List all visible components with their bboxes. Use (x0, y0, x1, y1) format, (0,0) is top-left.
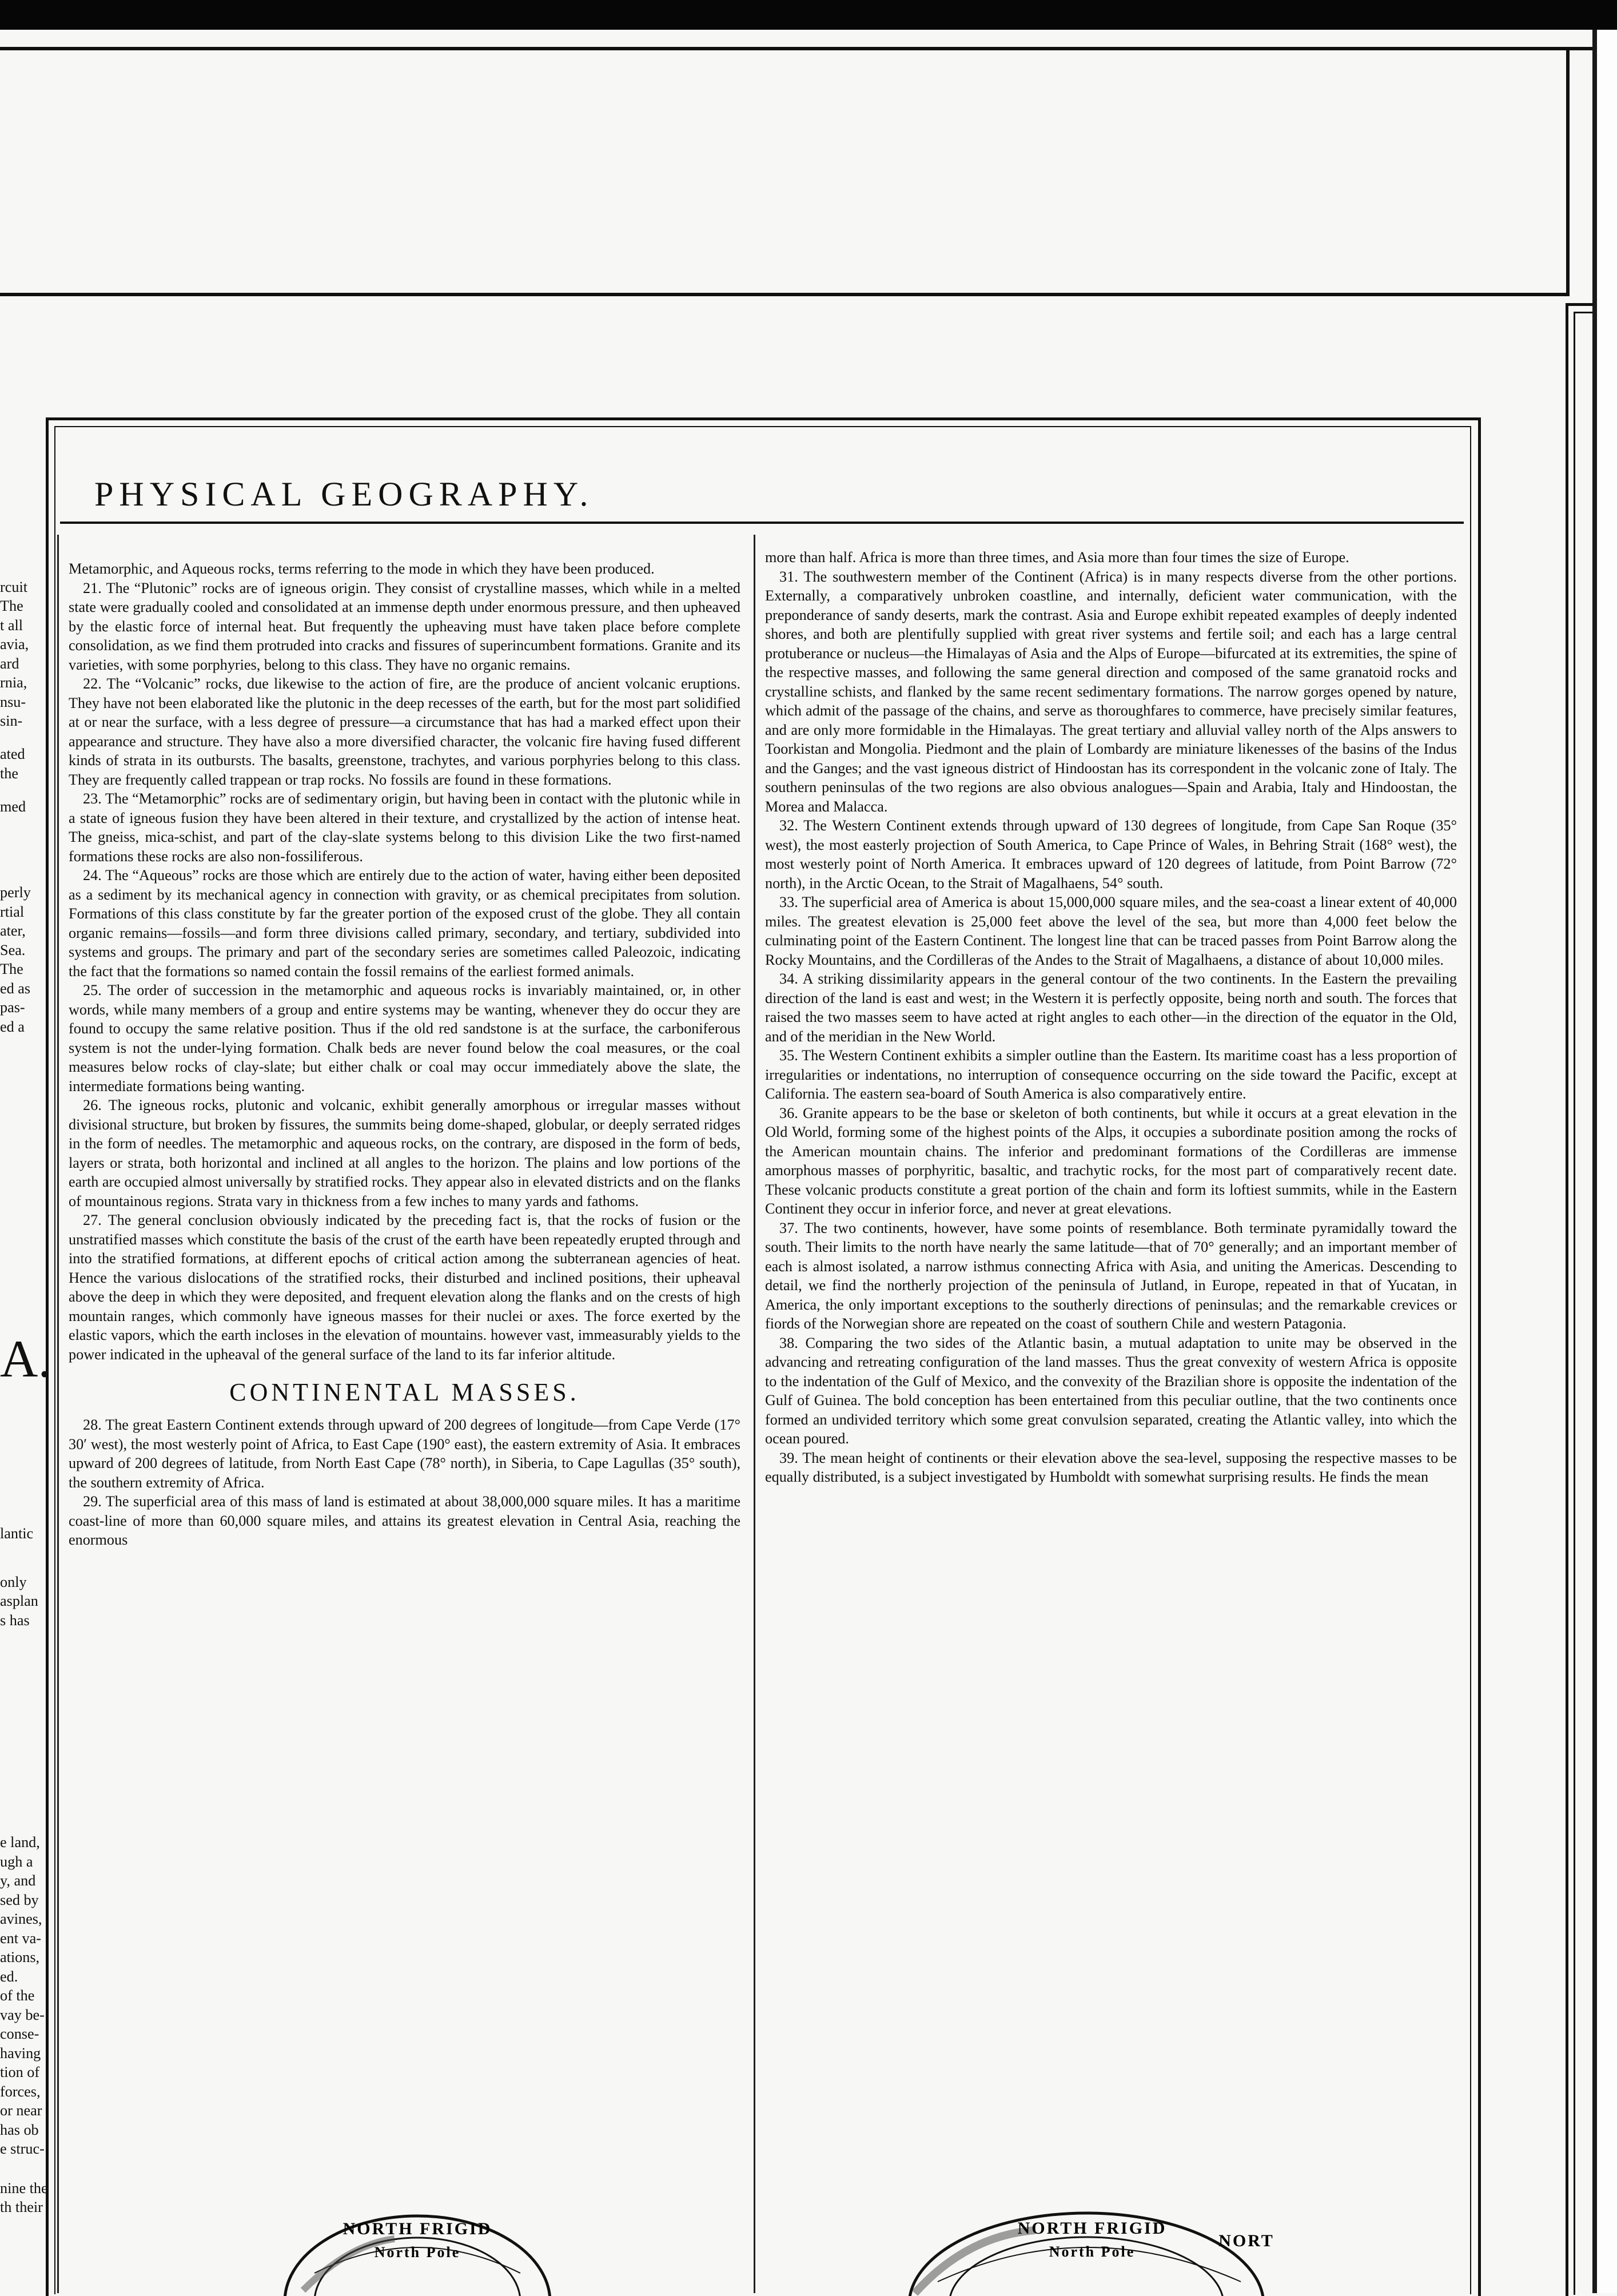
left-fragment-line: of the (0, 1987, 35, 2004)
paragraph: 39. The mean height of continents or their elevation above the sea-level, supposing the respective masses to be equally distributed, is a subject investigated by Humboldt with somewhat surprising results. He finds the mean (765, 1449, 1457, 1485)
left-fragment-line: The (0, 598, 23, 614)
left-fragment-line: rnia, (0, 674, 27, 691)
left-fragment-line: ard (0, 655, 19, 672)
paragraph: 35. The Western Continent exhibits a simpler outline than the Eastern. Its maritime coast has a less proportion of irregularities or indentations, no interruption of consequence occurring on the side toward the Pacific, except at California. The eastern sea-board of South America is also comparatively entire. (765, 1047, 1457, 1102)
left-fragment-line: nsu- (0, 694, 26, 710)
left-fragment-line: ed as (0, 980, 31, 997)
left-column-rule (57, 535, 59, 2293)
left-fragment-line: nine the (0, 2180, 48, 2196)
left-fragment-line: only (0, 1574, 27, 1590)
paragraph: 38. Comparing the two sides of the Atlantic basin, a mutual adaptation to unite may be observed in the advancing and retreating configuration of the land masses. Thus the great convexity of western Africa is opposite to the indentation of the Gulf of Mexico, and the convexity of the Brazilian shore is opposite the indentation of the Gulf of Guinea. The bold conception has been entertained from this peculiar outline, that the two continents once formed an undivided territory which some great convulsion separated, creating the Atlantic valley, into which the ocean poured. (765, 1334, 1457, 1447)
paragraph: 23. The “Metamorphic” rocks are of sedimentary origin, but having been in contact with the plutonic while in a state of igneous fusion they have been altered in their texture, and crystallized by the action of intense heat. The gneiss, mica-schist, and part of the clay-slate systems belong to this division Like the two first-named formations these rocks are also non-fossiliferous. (69, 790, 740, 865)
paragraph: 36. Granite appears to be the base or skeleton of both continents, but while it occurs at a great elevation in the Old World, forming some of the highest points of the Alps, it occupies a subordinate position among the rocks of the American mountain chains. The inferior and predominant formations of the Cordilleras are immense amorphous masses of porphyritic, basaltic, and trachytic rocks, for the most part of comparatively recent date. These volcanic products constitute a great portion of the chain and form its loftiest summits, while in the Eastern Continent they occur in inferior force, and never at great elevations. (765, 1104, 1457, 1217)
paragraph: 33. The superficial area of America is about 15,000,000 square miles, and the sea-coast a linear extent of 40,000 miles. The greatest elevation is 25,000 feet above the level of the sea, but more than 4,000 feet below the culminating point of the Eastern Continent. The longest line that can be traced passes from Point Barrow along the Rocky Mountains, and the Cordilleras of the Andes to the Strait of Magalhaens, a distance of about 10,000 miles. (765, 894, 1457, 968)
left-fragment-line: pas- (0, 999, 25, 1016)
left-fragment-line: th their (0, 2199, 43, 2215)
left-fragment-line: s has (0, 1612, 30, 1629)
left-fragment-line: vay be- (0, 2007, 45, 2023)
left-fragment-line: ater, (0, 922, 26, 939)
left-fragment-line: lantic (0, 1525, 34, 1542)
paragraph: 24. The “Aqueous” rocks are those which are entirely due to the action of water, having either been deposited as a sediment by its mechanical agency in connection with gravity, or as chemical precipitates from solution. Formations of this class constitute by far the greater portion of the exposed crust of the globe. They all contain organic remains—fossils—and form three divisions called primary, secondary, and tertiary, subdivided into systems and groups. The primary and part of the secondary series are sometimes called Paleozoic, indicating the fact that the formations so named contain the fossil remains of the earliest formed animals. (69, 867, 740, 980)
paragraph: 37. The two continents, however, have some points of resemblance. Both terminate pyramidally toward the south. Their limits to the north have nearly the same latitude—that of 70° generally; and an important member of each is almost isolated, a narrow isthmus connecting Africa with Asia, and uniting the Americas. Descending to detail, we find the northerly projection of the peninsula of Jutland, in Europe, repeated in that of Yucatan, in America, the only important exceptions to the southerly directions of peninsulas; and the remarkable crevices or fiords of the Norwegian shore are repeated on the coast of southern Chile and western Patagonia. (765, 1219, 1457, 1332)
left-page-heading-fragment: A. (0, 1330, 51, 1388)
paragraph: Metamorphic, and Aqueous rocks, terms referring to the mode in which they have been produced. (69, 560, 655, 577)
left-fragment-line: ugh a (0, 1853, 33, 1870)
left-fragment-line: e struc- (0, 2140, 45, 2157)
left-fragment-line: the (0, 765, 18, 782)
page-title: PHYSICAL GEOGRAPHY. (94, 475, 594, 513)
left-fragment-line: med (0, 798, 26, 815)
text-column-1 (69, 559, 740, 1550)
left-fragment-line: Sea. (0, 942, 26, 958)
left-fragment-line: ed. (0, 1968, 18, 1985)
left-fragment-line: The (0, 961, 23, 977)
section-heading: CONTINENTAL MASSES. (229, 1378, 580, 1406)
left-fragment-line: tion of (0, 2064, 40, 2080)
left-fragment-line: avia, (0, 636, 29, 652)
paragraph: 29. The superficial area of this mass of land is estimated at about 38,000,000 square miles. It has a maritime coast-line of more than 60,000 square miles, and attains its greatest elevation in Central Asia, reaching the enormous (69, 1493, 740, 1548)
left-fragment-line: e land, (0, 1834, 40, 1851)
paragraph: 21. The “Plutonic” rocks are of igneous origin. They consist of crystalline masses, which while in a melted state were gradually cooled and consolidated at an immense depth under enormous pressure, and then upheaved by the elastic force of internal heat. But frequently the upheaving must have taken place before complete consolidation, as we find them protruded into cracks and fissures of superincumbent formations. Granite and its varieties, with some porphyries, belong to this class. They have no organic remains. (69, 579, 740, 673)
globe-pole-label: North Pole (374, 2244, 461, 2261)
globe-band-label: NORTH FRIGID (1017, 2219, 1167, 2238)
left-fragment-line: or near (0, 2102, 42, 2119)
globe-illustration-right (903, 2202, 1304, 2296)
left-fragment-line: sin- (0, 713, 23, 729)
text-column-2 (765, 548, 1457, 1487)
paragraph: more than half. Africa is more than three times, and Asia more than four times the size of Europe. (765, 549, 1349, 566)
left-fragment-line: y, and (0, 1872, 36, 1889)
left-fragment-line: ent va- (0, 1930, 41, 1947)
left-fragment-line: t all (0, 617, 23, 634)
paragraph: 28. The great Eastern Continent extends through upward of 200 degrees of longitude—from Cape Verde (17° 30′ west), the most westerly point of Africa, to East Cape (190° east), the eastern extremity of Asia. It embraces upward of 200 degrees of latitude, from North East Cape (78° north), in Siberia, to Cape Lagullas (35° south), the southern extremity of Africa. (69, 1416, 740, 1491)
paragraph: 31. The southwestern member of the Continent (Africa) is in many respects diverse from the other portions. Externally, a comparatively unbroken coastline, and internally, deficient water communication, with the preponderance of sandy deserts, mark the contrast. Asia and Europe exhibit repeated examples of deeply indented shores, and both are plentifully supplied with great river systems and fertile soil; and each has a large central protuberance or nucleus—the Himalayas of Asia and the Alps of Europe—bifurcated at its extremities, the spine of the respective masses, and following the same general direction and composed of the same granatoid rocks and crystalline schists, and flanked by the same recent sedimentary formations. The narrow gorges opened by nature, which admit of the passage of the chains, and serve as thoroughfares to commerce, have precisely similar features, and are only more formidable in the Himalayas. The great tertiary and alluvial valley north of the Alps answers to Toorkistan and Mongolia. Piedmont and the plain of Lombardy are miniature likenesses of the basins of the Indus and the Ganges; and the vast igneous district of Hindoostan has its correspondent in the volcanic zone of Italy. The southern peninsulas of the two regions are also obvious analogues—Spain and Arabia, Italy and Hindoostan, the Morea and Malacca. (765, 568, 1457, 815)
scan-top-border (0, 0, 1617, 30)
paragraph: 22. The “Volcanic” rocks, due likewise to the action of fire, are the produce of ancient volcanic eruptions. They have not been elaborated like the plutonic in the deep recesses of the earth, but for the most part solidified at or near the surface, with a less degree of pressure—a circumstance that has had a marked effect upon their appearance and structure. They have also a more diversified character, the volcanic fire having fused different kinds of strata in its outbursts. The basalts, greenstone, trachytes, and various porphyries belong to this class. They are frequently called trappean or trap rocks. No fossils are found in these formations. (69, 675, 740, 788)
globe-band-fragment: NORT (1218, 2231, 1275, 2250)
left-fragment-line: rcuit (0, 579, 27, 595)
paragraph: 26. The igneous rocks, plutonic and volcanic, exhibit generally amorphous or irregular masses without divisional structure, but broken by fissures, the summits being dome-shaped, globular, or deeply serrated ridges in the form of needles. The metamorphic and aqueous rocks, on the contrary, are disposed in the form of beds, layers or strata, both horizontal and inclined at all angles to the horizon. The plains and low portions of the earth are occupied almost universally by stratified rocks. They appear also in elevated districts and on the flanks of mountainous regions. Strata vary in thickness from a few inches to many yards and fathoms. (69, 1097, 740, 1209)
paragraph: 27. The general conclusion obviously indicated by the preceding fact is, that the rocks of fusion or the unstratified masses which constitute the basis of the crust of the earth have been repeatedly erupted through and into the stratified formations, at different epochs of critical action among the subterranean agencies of heat. Hence the various dislocations of the stratified rocks, their disturbed and inclined positions, their upheaval above the deep in which they were deposited, and frequent elevation along the flanks and on the crests of high mountain ranges, which commonly have igneous masses for their nuclei or axes. The force exerted by the elastic vapors, which the earth incloses in the elevation of mountains. however vast, immeasurably yields to the power indicated in the upheaval of the general surface of the land to its far inferior altitude. (69, 1212, 740, 1363)
adjacent-page-frame-inner (1574, 312, 1592, 2295)
page-top-frame (0, 30, 1602, 50)
left-fragment-line: ated (0, 746, 25, 762)
left-fragment-line: forces, (0, 2083, 41, 2100)
upper-frame-side (1566, 47, 1570, 296)
paragraph: 25. The order of succession in the metamorphic and aqueous rocks is invariably maintained, or, in other words, while many members of a group and entire systems may be wanting, whenever they do occur they are found to occupy the same relative position. Thus if the old red sandstone is at the surface, the carboniferous system is not the under-lying formation. Chalk beds are never found below the coal measures, or the coal measures below rocks of clay-slate; but either chalk or coal may occur immediately above the slate, the intermediate formations being wanting. (69, 982, 740, 1095)
left-fragment-line: perly (0, 884, 31, 901)
paragraph: 34. A striking dissimilarity appears in the general contour of the two continents. In the Eastern the prevailing direction of the land is east and west; in the Western it is perfectly opposite, being north and south. The forces that raised the two masses seem to have acted at right angles to each other—in the direction of the equator in the Old, and of the meridian in the New World. (765, 970, 1457, 1045)
left-fragment-line: ed a (0, 1018, 25, 1035)
globe-pole-label: North Pole (1049, 2243, 1136, 2260)
left-fragment-line: has ob (0, 2122, 39, 2138)
center-column-rule (754, 535, 755, 2293)
left-fragment-line: conse- (0, 2026, 39, 2042)
globe-band-label: NORTH FRIGID (342, 2219, 492, 2238)
header-rule (60, 522, 1464, 524)
upper-frame-rule (0, 293, 1570, 296)
page-edge-margin (1597, 30, 1617, 2293)
left-fragment-line: avines, (0, 1911, 42, 1927)
left-fragment-line: ations, (0, 1949, 40, 1965)
left-fragment-line: asplan (0, 1593, 38, 1609)
left-fragment-line: having (0, 2045, 41, 2062)
left-fragment-line: sed by (0, 1892, 39, 1908)
paragraph: 32. The Western Continent extends through upward of 130 degrees of longitude, from Cape San Roque (35° west), the most easterly projection of South America, to Cape Prince of Wales, in Behring Strait (168° west), the most westerly point of North America. It embraces upward of 120 degrees of latitude, from Point Barrow (72° north), in the Arctic Ocean, to the Strait of Magalhaens, 54° south. (765, 817, 1457, 892)
globe-illustration-left (280, 2205, 555, 2296)
left-fragment-line: rtial (0, 904, 25, 920)
